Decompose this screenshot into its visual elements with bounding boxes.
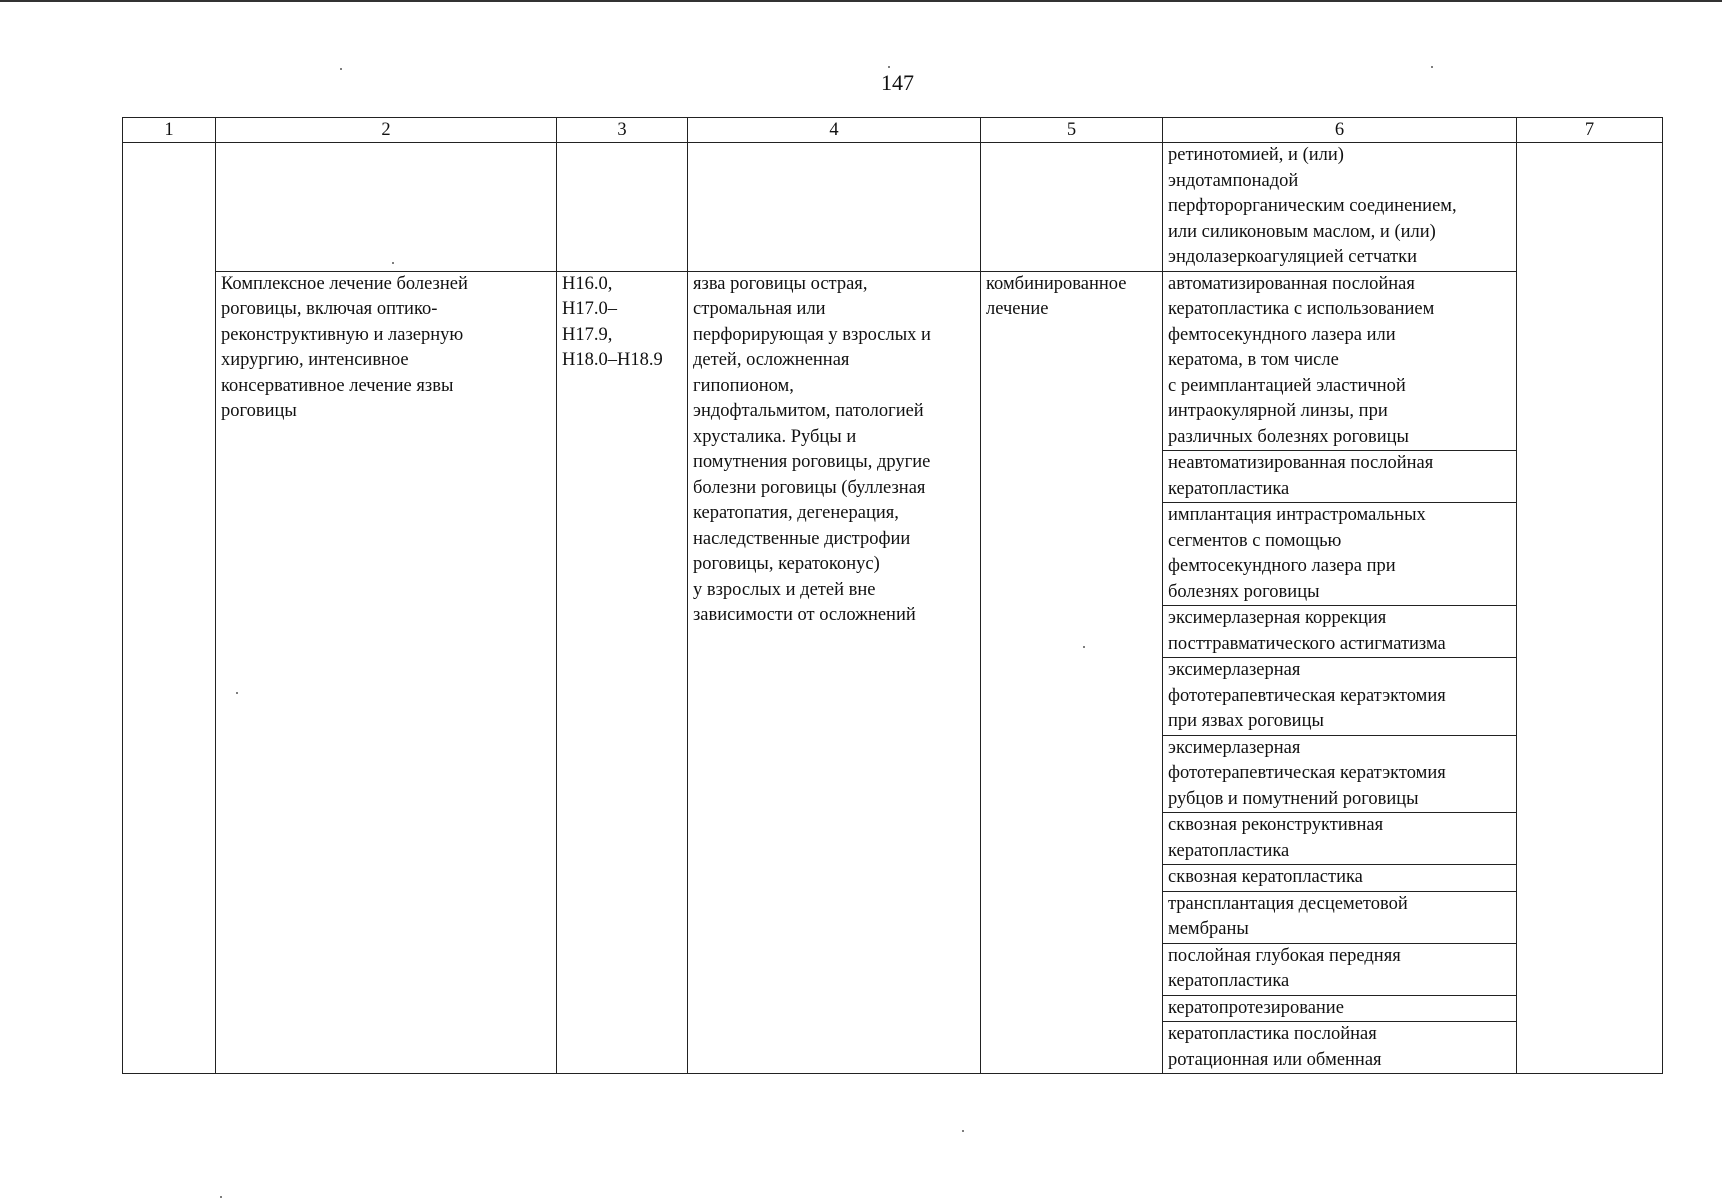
scan-top-edge	[0, 0, 1722, 2]
column-number: 5	[981, 118, 1163, 143]
treatment-method: имплантация интрастромальных сегментов с помощью фемтосекундного лазера при болезнях роговицы	[1163, 503, 1517, 606]
treatment-method: неавтоматизированная послойная кератопластика	[1163, 451, 1517, 503]
column-number-row	[123, 118, 1663, 143]
table-row	[123, 271, 1663, 451]
procedures-table	[122, 117, 1663, 1074]
col2-empty-cell	[216, 143, 557, 272]
col5-empty-cell	[981, 143, 1163, 272]
col1-cell	[123, 143, 216, 1074]
treatment-method: эксимерлазерная коррекция посттравматического астигматизма	[1163, 606, 1517, 658]
column-number: 6	[1163, 118, 1517, 143]
scan-speck	[220, 1196, 222, 1198]
treatment-method: кератопротезирование	[1163, 995, 1517, 1022]
page-number: 147	[881, 70, 914, 95]
treatment-method: сквозная реконструктивная кератопластика	[1163, 813, 1517, 865]
treatment-type: комбинированное лечение	[981, 271, 1163, 1074]
scan-speck	[1431, 66, 1433, 68]
icd-codes: H16.0, H17.0– H17.9, H18.0–H18.9	[557, 271, 688, 1074]
column-number: 3	[557, 118, 688, 143]
column-number: 7	[1517, 118, 1663, 143]
patient-model: язва роговицы острая, стромальная или перфорирующая у взрослых и детей, осложненная гипопионом, эндофтальмитом, патологией хрусталика. Рубцы и помутнения роговицы, другие болезни роговицы (буллезная кератопатия, дегенерация, наследственные дистрофии роговицы, кератоконус) у взрослых и детей вне зависимости от осложнений	[688, 271, 981, 1074]
scan-speck	[962, 1130, 964, 1132]
treatment-method: кератопластика послойная ротационная или обменная	[1163, 1022, 1517, 1074]
treatment-method: послойная глубокая передняя кератопластика	[1163, 943, 1517, 995]
continuation-row	[123, 143, 1663, 272]
column-number: 1	[123, 118, 216, 143]
column-number: 4	[688, 118, 981, 143]
col3-empty-cell	[557, 143, 688, 272]
treatment-method: эксимерлазерная фототерапевтическая кератэктомия рубцов и помутнений роговицы	[1163, 735, 1517, 813]
col7-cell	[1517, 143, 1663, 1074]
profile-name: Комплексное лечение болезней роговицы, включая оптико- реконструктивную и лазерную хирургию, интенсивное консервативное лечение язвы роговицы	[216, 271, 557, 1074]
treatment-method: эксимерлазерная фототерапевтическая кератэктомия при язвах роговицы	[1163, 658, 1517, 736]
scan-speck	[888, 66, 890, 68]
treatment-method: автоматизированная послойная кератопластика с использованием фемтосекундного лазера или кератома, в том числе с реимплантацией эластичной интраокулярной линзы, при различных болезнях роговицы	[1163, 271, 1517, 451]
col4-empty-cell	[688, 143, 981, 272]
column-number: 2	[216, 118, 557, 143]
method-continuation: ретинотомией, и (или) эндотампонадой перфторорганическим соединением, или силиконовым маслом, и (или) эндолазеркоагуляцией сетчатки	[1163, 143, 1517, 272]
treatment-method: сквозная кератопластика	[1163, 865, 1517, 892]
treatment-method: трансплантация десцеметовой мембраны	[1163, 891, 1517, 943]
